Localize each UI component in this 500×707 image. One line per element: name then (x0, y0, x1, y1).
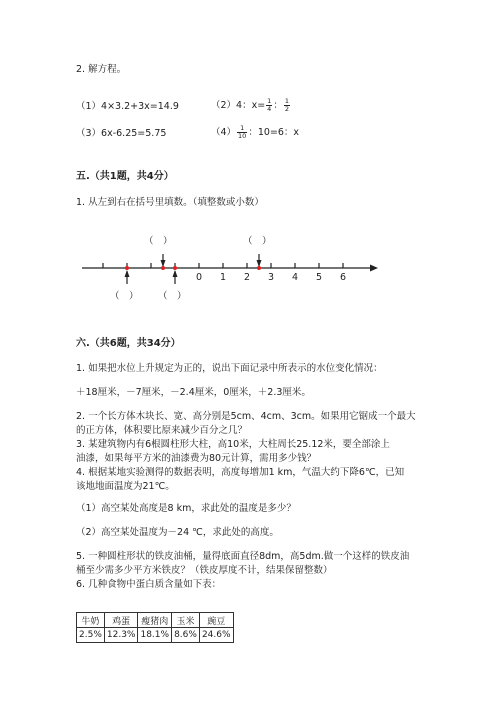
table-header: 鸡蛋 (104, 613, 138, 628)
equation-3: （3）6x-6.25=5.75 (76, 128, 167, 139)
table-cell: 24.6% (199, 628, 233, 643)
question-pillars-line2: 油漆，如果每平方米的油漆费为80元计算，需用多少钱？ (76, 453, 317, 464)
question-protein: 6. 几种食物中蛋白质含量如下表： (76, 579, 222, 590)
tick-label: 3 (268, 272, 275, 283)
number-line-point (125, 266, 129, 270)
tick-label: 6 (340, 272, 347, 283)
axis-arrow-icon (370, 265, 378, 272)
question-temperature-line2: 该地地面温度为21℃。 (76, 481, 175, 492)
table-header: 豌豆 (199, 613, 233, 628)
fraction-one-fourth: $\frac{1}{4}$ (267, 97, 272, 113)
question-fill-numberline: 1. 从左到右在括号里填数。（填整数或小数） (76, 197, 264, 208)
section-heading-6: 六.（共6题，共34分） (76, 338, 181, 349)
table-cell: 2.5% (77, 628, 105, 643)
table-row (77, 613, 234, 628)
water-level-data: ＋18厘米，－7厘米，－2.4厘米，0厘米，＋2.3厘米。 (76, 387, 311, 398)
blank-top-2[interactable]: （ ） (243, 236, 272, 247)
table-row (77, 628, 234, 643)
arrow-up-icon (125, 270, 130, 277)
question-water-level: 1. 如果把水位上升规定为正的，说出下面记录中所表示的水位变化情况： (76, 363, 383, 374)
table-header: 牛奶 (77, 613, 105, 628)
tick-label: 1 (220, 272, 227, 283)
arrow-down-icon (257, 260, 262, 267)
arrow-up-icon (173, 270, 178, 277)
blank-bottom-2[interactable]: （ ） (158, 291, 187, 302)
protein-table (76, 612, 234, 643)
tick-label: 0 (196, 272, 203, 283)
question-cuboid-line2: 的正方体，体积要比原来减少百分之几？ (76, 425, 248, 436)
question-oil-drum-line1: 5. 一种圆柱形状的铁皮油桶，量得底面直径8dm，高5dm.做一个这样的铁皮油 (76, 551, 410, 562)
subquestion-temperature-2: （2）高空某处温度为－24 ℃，求此处的高度。 (76, 527, 279, 538)
question-title: 2. 解方程。 (76, 64, 127, 75)
subquestion-temperature-1: （1）高空某处高度是8 km，求此处的温度是多少？ (76, 503, 296, 514)
tick-label: 5 (316, 272, 323, 283)
fraction-one-tenth: $\frac{1}{10}$ (238, 124, 247, 140)
tick-label: 2 (244, 272, 251, 283)
blank-bottom-1[interactable]: （ ） (110, 291, 139, 302)
table-cell: 8.6% (172, 628, 200, 643)
question-pillars-line1: 3. 某建筑物内有6根圆柱形大柱，高10米，大柱周长25.12米，要全部涂上 (76, 439, 390, 450)
equation-1: （1）4×3.2+3x=14.9 (76, 101, 179, 112)
table-header: 玉米 (172, 613, 200, 628)
question-oil-drum-line2: 桶至少需多少平方米铁皮？（铁皮厚度不计，结果保留整数） (76, 565, 333, 576)
equation-4: （4） $\frac{1}{10}$ ：10=6：x (211, 124, 300, 140)
equation-2: （2）4：x= $\frac{1}{4}$ ： $\frac{1}{2}$ (211, 97, 289, 113)
blank-top-1[interactable]: （ ） (144, 236, 173, 247)
section-heading-5: 五.（共1题，共4分） (76, 171, 174, 182)
question-cuboid-line1: 2. 一个长方体木块长、宽、高分别是5cm、4cm、3cm。如果用它锯成一个最大 (76, 411, 416, 422)
table-header: 瘦猪肉 (138, 613, 172, 628)
table-cell: 18.1% (138, 628, 172, 643)
equation-2-prefix: （2）4：x= (211, 100, 266, 111)
question-temperature-line1: 4. 根据某地实验测得的数据表明，高度每增加1 km，气温大约下降6℃，已知 (76, 467, 405, 478)
tick-label: 4 (292, 272, 299, 283)
table-cell: 12.3% (104, 628, 138, 643)
number-line-point (173, 266, 177, 270)
fraction-one-half: $\frac{1}{2}$ (284, 97, 289, 113)
arrow-down-icon (161, 260, 166, 267)
